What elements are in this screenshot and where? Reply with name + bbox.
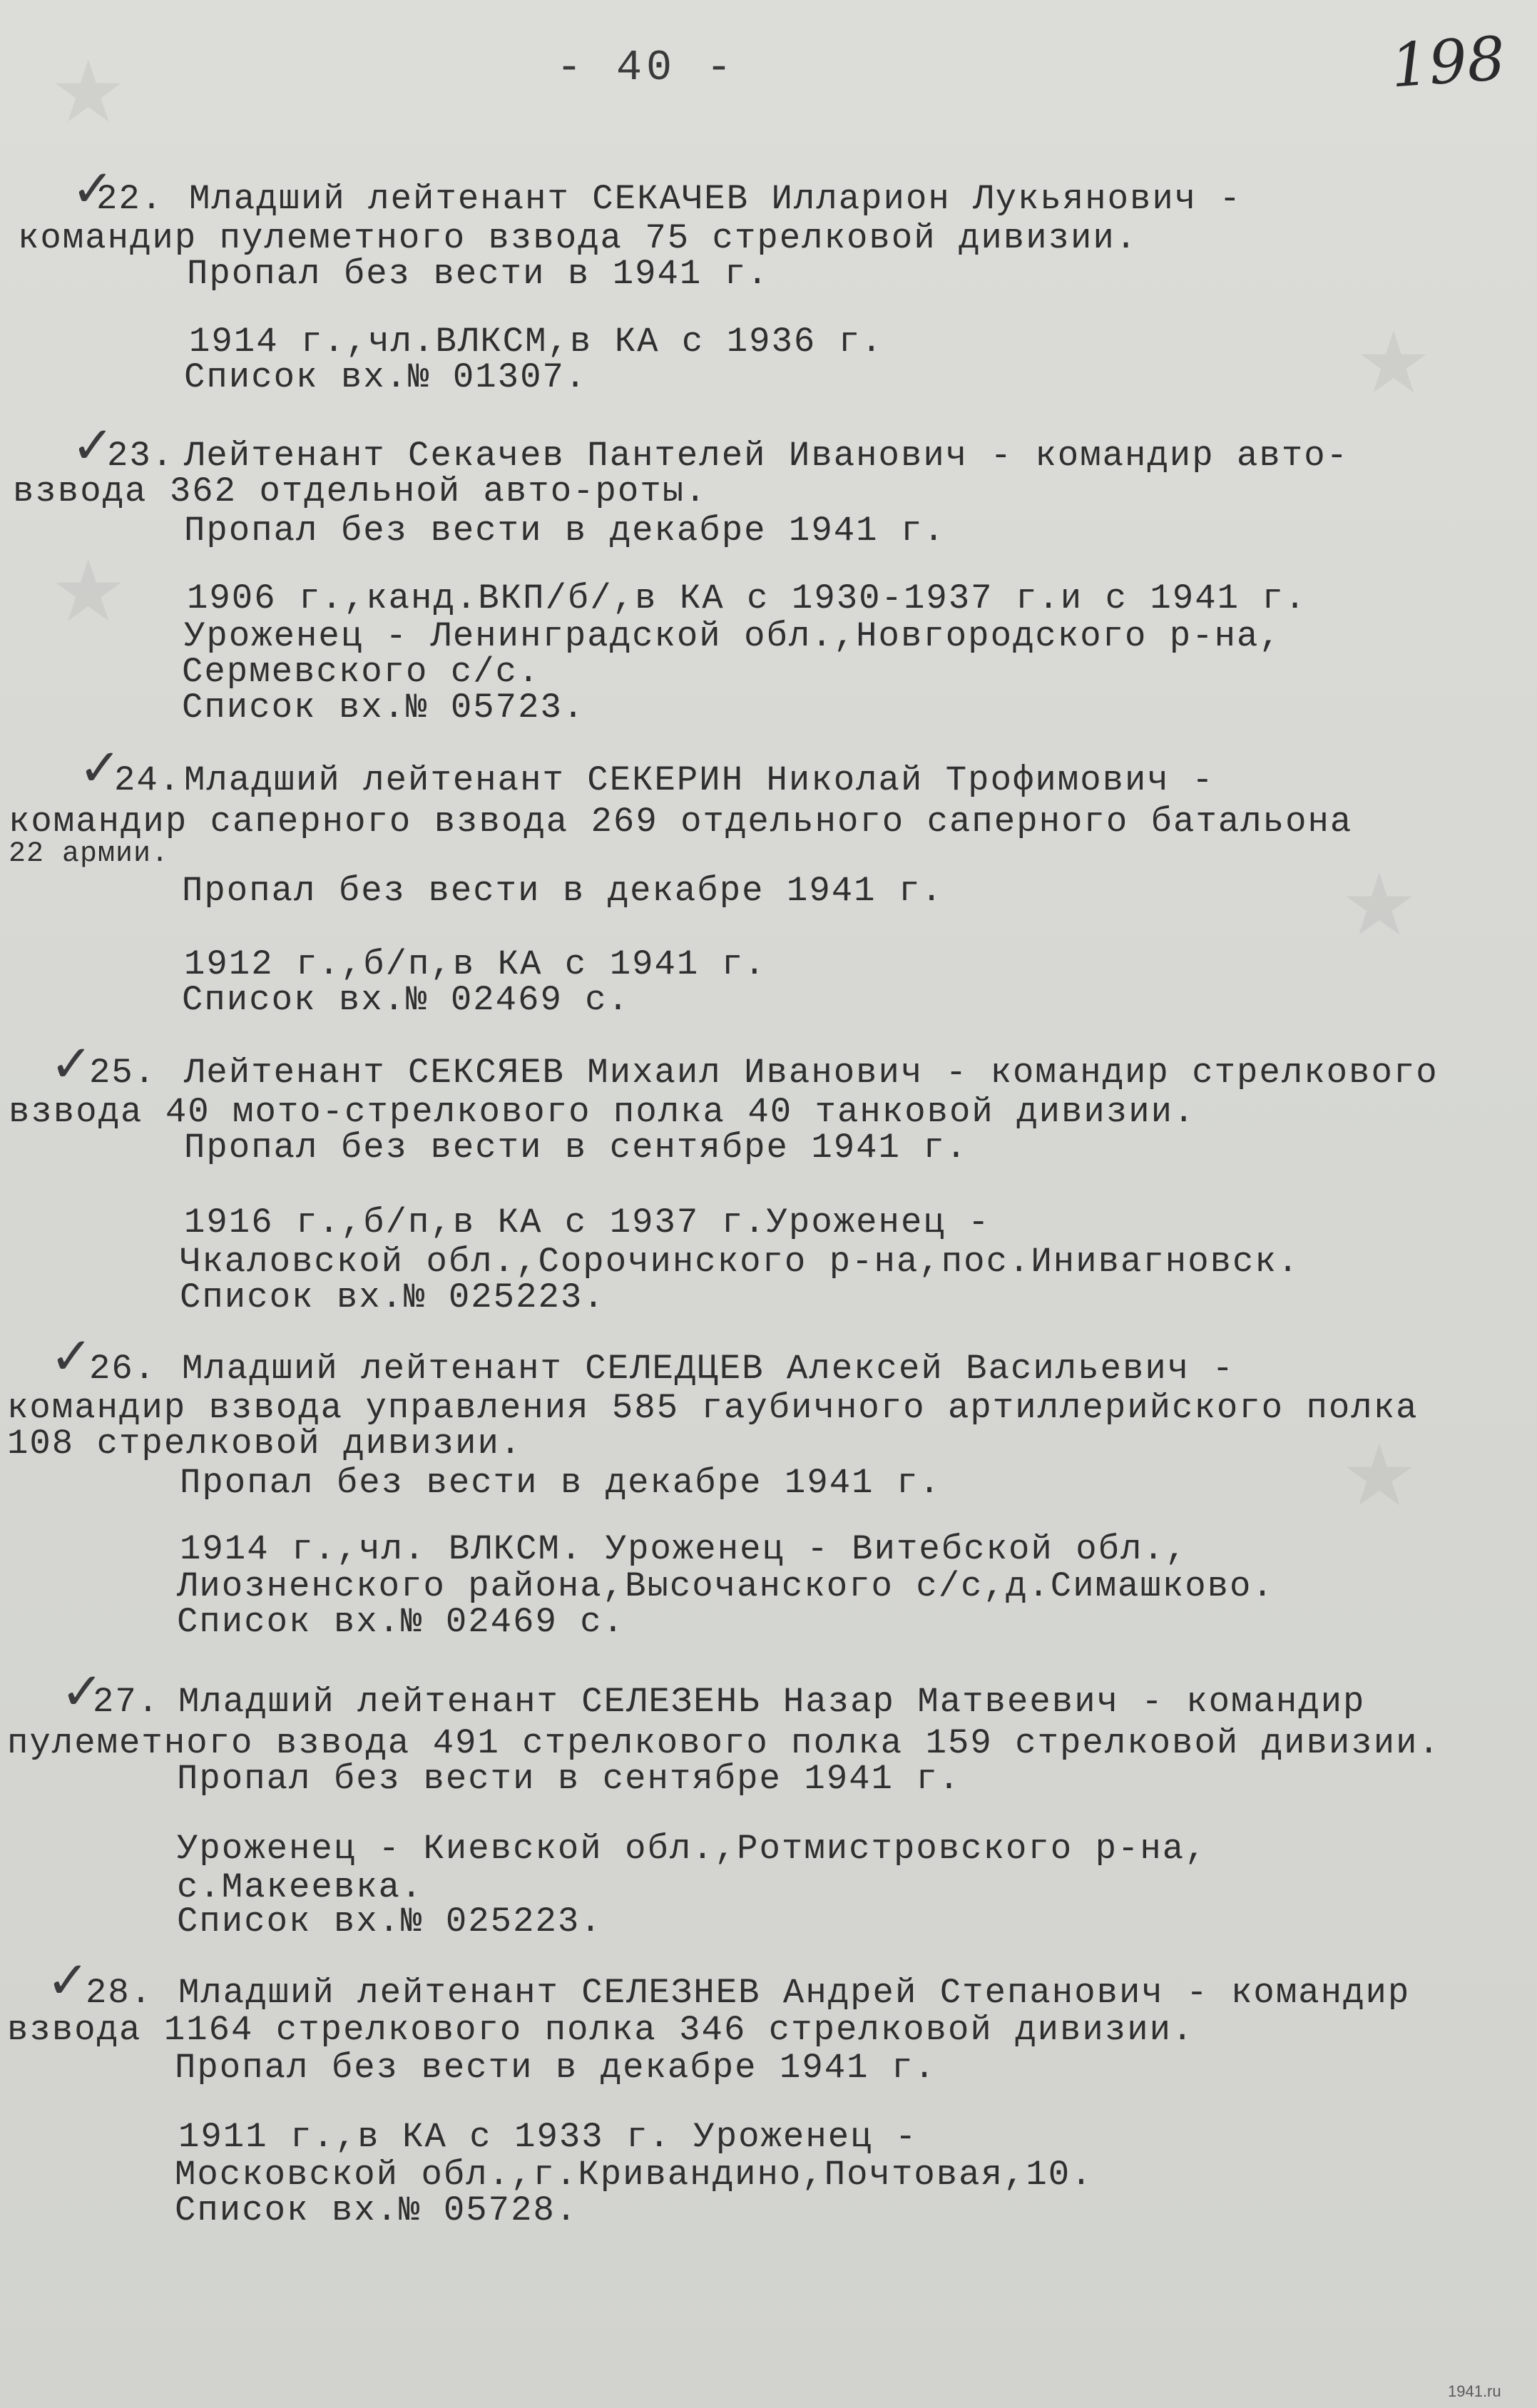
- entry-line: 1906 г.,канд.ВКП/б/,в КА с 1930-1937 г.и с 1941 г.: [187, 578, 1307, 618]
- entry-line: 1911 г.,в КА с 1933 г. Уроженец -: [178, 2117, 918, 2157]
- checkmark-icon: ✓: [71, 415, 115, 475]
- entry-line: Младший лейтенант СЕКАЧЕВ Илларион Лукьянович -: [189, 179, 1242, 219]
- entry-line: Младший лейтенант СЕКЕРИН Николай Трофимович -: [184, 760, 1215, 800]
- entry-line: Пропал без вести в декабре 1941 г.: [175, 2048, 936, 2088]
- entry-number: 26.: [89, 1349, 157, 1389]
- source-site-label: 1941.ru: [1448, 2382, 1501, 2400]
- entry-line: пулеметного взвода 491 стрелкового полка 159 стрелковой дивизии.: [7, 1723, 1441, 1763]
- entry-line: Младший лейтенант СЕЛЕДЦЕВ Алексей Васильевич -: [182, 1349, 1235, 1389]
- entry-number: 24.: [114, 760, 182, 800]
- entry-line: 1916 г.,б/п,в КА с 1937 г.Уроженец -: [184, 1203, 991, 1243]
- checkmark-icon: ✓: [78, 738, 122, 797]
- entry-line: взвода 40 мото-стрелкового полка 40 танковой дивизии.: [9, 1092, 1196, 1132]
- entry-line: Список вх.№ 05723.: [182, 688, 586, 728]
- entry-line: Список вх.№ 02469 с.: [182, 980, 630, 1020]
- entry-line: Пропал без вести в декабре 1941 г.: [182, 871, 944, 911]
- watermark-star-icon: ★: [1355, 314, 1432, 413]
- entry-line: Лейтенант Секачев Пантелей Иванович - командир авто-: [184, 436, 1349, 476]
- entry-line: Сермевского с/с.: [182, 652, 541, 692]
- page-number: - 40 -: [556, 44, 737, 93]
- entry-line: командир взвода управления 585 гаубичного артиллерийского полка: [7, 1388, 1419, 1428]
- entry-line: Пропал без вести в 1941 г.: [187, 254, 770, 294]
- entry-line: Пропал без вести в декабре 1941 г.: [184, 511, 946, 551]
- entry-line: командир саперного взвода 269 отдельного саперного батальона: [9, 802, 1353, 842]
- entry-number: 22.: [96, 179, 164, 219]
- entry-line: командир пулеметного взвода 75 стрелковой дивизии.: [18, 218, 1138, 258]
- checkmark-icon: ✓: [46, 1950, 90, 2010]
- entry-number: 27.: [93, 1682, 160, 1722]
- entry-line: Пропал без вести в декабре 1941 г.: [180, 1463, 941, 1503]
- entry-line: Уроженец - Ленинградской обл.,Новгородского р-на,: [184, 616, 1282, 656]
- entry-line: Список вх.№ 05728.: [175, 2190, 578, 2230]
- entry-line: Список вх.№ 025223.: [180, 1277, 606, 1317]
- entry-line: взвода 1164 стрелкового полка 346 стрелковой дивизии.: [7, 2010, 1195, 2050]
- entry-number: 25.: [89, 1053, 157, 1093]
- entry-line: с.Макеевка.: [177, 1867, 424, 1907]
- watermark-star-icon: ★: [1341, 856, 1418, 955]
- entry-line: Список вх.№ 01307.: [184, 357, 588, 397]
- entry-line: Младший лейтенант СЕЛЕЗЕНЬ Назар Матвеевич - командир: [178, 1682, 1366, 1722]
- entry-line: Чкаловской обл.,Сорочинского р-на,пос.Инивагновск.: [180, 1242, 1300, 1282]
- entry-number: 23.: [107, 436, 175, 476]
- entry-line: 1912 г.,б/п,в КА с 1941 г.: [184, 944, 767, 984]
- entry-line: Младший лейтенант СЕЛЕЗНЕВ Андрей Степанович - командир: [178, 1973, 1411, 2013]
- entry-line: Пропал без вести в сентябре 1941 г.: [184, 1128, 969, 1168]
- entry-line: 108 стрелковой дивизии.: [7, 1424, 523, 1464]
- archive-page-number: 198: [1388, 23, 1508, 101]
- entry-line: Московской обл.,г.Кривандино,Почтовая,10.: [175, 2155, 1093, 2195]
- entry-line: Список вх.№ 025223.: [177, 1902, 603, 1942]
- entry-line: Пропал без вести в сентябре 1941 г.: [177, 1759, 961, 1799]
- watermark-star-icon: ★: [50, 542, 127, 641]
- entry-number: 28.: [86, 1973, 153, 2013]
- checkmark-icon: ✓: [61, 1661, 104, 1721]
- entry-line: Лиозненского района,Высочанского с/с,д.Симашково.: [177, 1566, 1275, 1606]
- checkmark-icon: ✓: [50, 1326, 93, 1386]
- entry-line: Список вх.№ 02469 с.: [177, 1602, 625, 1642]
- entry-line: 22 армии.: [9, 838, 170, 870]
- checkmark-icon: ✓: [50, 1034, 93, 1093]
- entry-line: Лейтенант СЕКСЯЕВ Михаил Иванович - командир стрелкового: [184, 1053, 1439, 1093]
- entry-line: 1914 г.,чл.ВЛКСМ,в КА с 1936 г.: [189, 322, 884, 362]
- watermark-star-icon: ★: [50, 43, 127, 142]
- entry-line: 1914 г.,чл. ВЛКСМ. Уроженец - Витебской обл.,: [180, 1529, 1188, 1569]
- watermark-star-icon: ★: [1341, 1427, 1418, 1526]
- entry-line: Уроженец - Киевской обл.,Ротмистровского р-на,: [177, 1829, 1207, 1869]
- entry-line: взвода 362 отдельной авто-роты.: [13, 471, 708, 511]
- checkmark-icon: ✓: [71, 158, 115, 218]
